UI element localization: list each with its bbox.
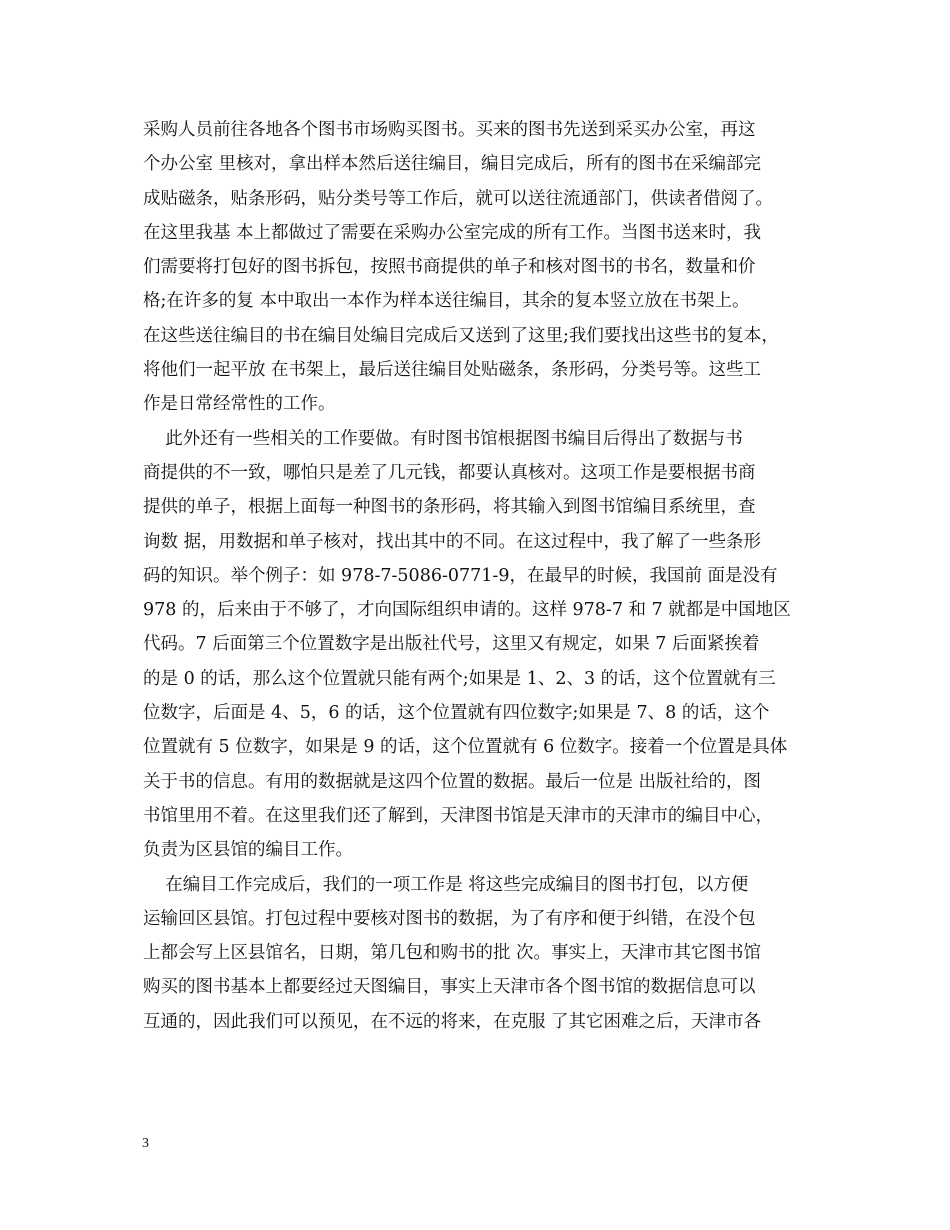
text-line: 码的知识。举个例子：如 978-7-5086-0771-9，在最早的时候，我国前 面是没有 xyxy=(143,565,778,586)
text-line: 在这些送往编目的书在编目处编目完成后又送到了这里;我们要找出这些书的复本， xyxy=(143,325,779,346)
text-line: 作是日常经常性的工作。 xyxy=(143,394,336,415)
page-number: 3 xyxy=(142,1136,149,1151)
text-line: 978 的，后来由于不够了，才向国际组织申请的。这样 978-7 和 7 就都是中国地区 xyxy=(143,600,791,621)
text-line: 上都会写上区县馆名，日期，第几包和购书的批 次。事实上，天津市其它图书馆 xyxy=(143,943,762,964)
text-line: 采购人员前往各地各个图书市场购买图书。买来的图书先送到采买办公室，再这 xyxy=(143,120,756,140)
text-line: 购买的图书基本上都要经过天图编目，事实上天津市各个图书馆的数据信息可以 xyxy=(143,977,756,998)
text-line: 在编目工作完成后，我们的一项工作是 将这些完成编目的图书打包，以方便 xyxy=(143,874,749,895)
text-line: 位置就有 5 位数字，如果是 9 的话，这个位置就有 6 位数字。接着一个位置是具体 xyxy=(143,737,788,758)
text-line: 的是 0 的话，那么这个位置就只能有两个;如果是 1、2、3 的话，这个位置就有三 xyxy=(143,668,776,689)
text-line: 商提供的不一致，哪怕只是差了几元钱，都要认真核对。这项工作是要根据书商 xyxy=(143,462,756,483)
text-line: 个办公室 里核对，拿出样本然后送往编目，编目完成后，所有的图书在采编部完 xyxy=(143,154,762,175)
text-line: 们需要将打包好的图书拆包，按照书商提供的单子和核对图书的书名，数量和价 xyxy=(143,257,756,278)
text-line: 运输回区县馆。打包过程中要核对图书的数据，为了有序和便于纠错，在没个包 xyxy=(143,908,756,929)
text-line: 格;在许多的复 本中取出一本作为样本送往编目，其余的复本竖立放在书架上。 xyxy=(143,291,750,312)
text-line: 关于书的信息。有用的数据就是这四个位置的数据。最后一位是 出版社给的，图 xyxy=(143,771,762,792)
text-line: 成贴磁条，贴条形码，贴分类号等工作后，就可以送往流通部门，供读者借阅了。 xyxy=(143,188,773,209)
text-line: 位数字，后面是 4、5，6 的话，这个位置就有四位数字;如果是 7、8 的话，这个 xyxy=(143,703,770,724)
text-line: 此外还有一些相关的工作要做。有时图书馆根据图书编目后得出了数据与书 xyxy=(143,428,743,449)
text-line: 提供的单子，根据上面每一种图书的条形码，将其输入到图书馆编目系统里，查 xyxy=(143,497,756,518)
text-line: 在这里我基 本上都做过了需要在采购办公室完成的所有工作。当图书送来时，我 xyxy=(143,222,762,243)
text-line: 询数 据，用数据和单子核对，找出其中的不同。在这过程中，我了解了一些条形 xyxy=(143,531,762,552)
text-line: 互通的，因此我们可以预见，在不远的将来，在克服 了其它困难之后，天津市各 xyxy=(143,1011,762,1032)
text-line: 负责为区县馆的编目工作。 xyxy=(143,840,353,861)
text-line: 代码。7 后面第三个位置数字是出版社代号，这里又有规定，如果 7 后面紧挨着 xyxy=(143,634,760,655)
text-line: 书馆里用不着。在这里我们还了解到，天津图书馆是天津市的天津市的编目中心， xyxy=(143,805,773,826)
body-text xyxy=(143,113,823,1039)
text-line: 将他们一起平放 在书架上，最后送往编目处贴磁条，条形码，分类号等。这些工 xyxy=(143,360,762,381)
